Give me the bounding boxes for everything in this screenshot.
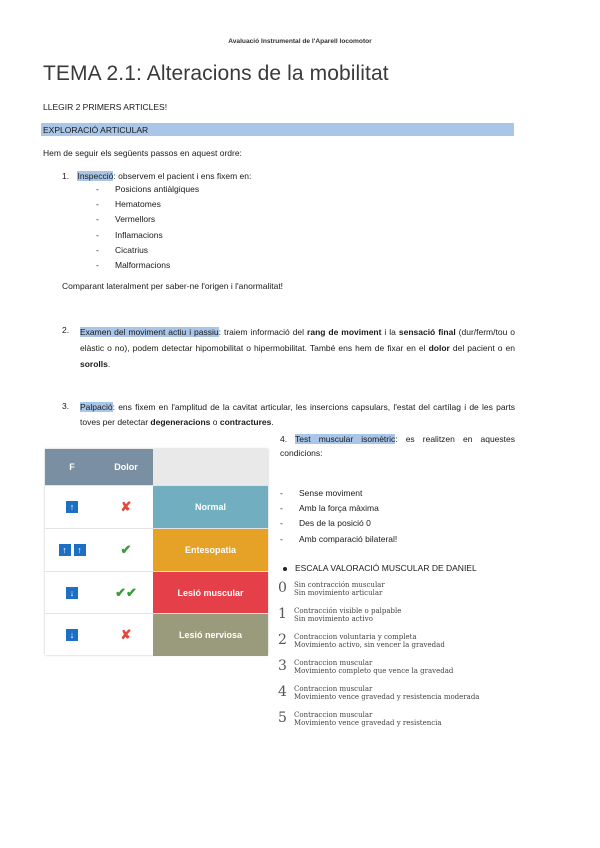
double-check-icon: ✔✔ [115, 585, 137, 600]
step-1-note: Comparant lateralment per saber-ne l'origen i l'anormalitat! [62, 281, 284, 291]
table-row [45, 613, 268, 656]
arrow-up-icon: ↑ [74, 544, 86, 556]
list-item: - Sense moviment [299, 488, 397, 503]
list-item: - Hematomes [115, 199, 199, 214]
header-empty [153, 449, 268, 485]
cross-icon: ✘ [120, 627, 132, 642]
arrow-up-icon: ↑ [59, 544, 71, 556]
scale-title: ESCALA VALORACIÓ MUSCULAR DE DANIEL [283, 562, 477, 574]
table-row [45, 485, 268, 528]
step-4: 4. Test muscular isomètric: es realitzen en aquestes condicions: [280, 434, 515, 458]
arrow-down-icon: ↓ [66, 629, 78, 641]
section-heading: EXPLORACIÓ ARTICULAR [41, 123, 514, 136]
header-dolor: Dolor [99, 449, 153, 485]
inspection-list [115, 184, 199, 275]
row-label: Lesió muscular [153, 572, 268, 614]
list-item: - Amb la força màxima [299, 503, 397, 518]
isometric-list [299, 488, 397, 549]
list-item: - Cicatrius [115, 245, 199, 260]
row-label: Entesopatia [153, 529, 268, 571]
list-item: - Inflamacions [115, 230, 199, 245]
row-label: Normal [153, 486, 268, 528]
header-f: F [45, 449, 99, 485]
force-pain-table [45, 449, 268, 655]
page-title: TEMA 2.1: Alteracions de la mobilitat [43, 62, 389, 85]
page-header: Avaluació Instrumental de l'Aparell locomotor [228, 38, 372, 45]
step-2-label: Examen del moviment actiu i passiu [80, 327, 219, 337]
list-item: - Vermellors [115, 214, 199, 229]
intro-text: Hem de seguir els següents passos en aquest ordre: [43, 148, 242, 158]
table-row [45, 571, 268, 614]
list-item: - Des de la posició 0 [299, 518, 397, 533]
step-1-label: Inspecció [77, 171, 114, 181]
check-icon: ✔ [120, 542, 132, 557]
arrow-up-icon: ↑ [66, 501, 78, 513]
step-1: 1. Inspecció: observem el pacient i ens fixem en: [62, 171, 252, 181]
table-row [45, 528, 268, 571]
step-3-label: Palpació [80, 402, 113, 412]
step-3: Palpació: ens fixem en l'amplitud de la cavitat articular, les insercions capsulars, l'estat del cartílag i de les parts toves per detectar degeneracions o contractures. [80, 402, 515, 427]
daniel-scale: 0 Sin contracción muscular Sin movimiento articular 1 Contracción visible o palpable Sin movimiento activo 2 Contraccion voluntaria y completa Movimiento activo, sin vencer la gravedad 3 Contraccion muscular Movimiento completo que vence la gravedad 4 Contraccion muscular Movimiento vence gravedad y resistencia moderada 5 Contraccion muscular Movimiento vence gravedad y resistencia [278, 580, 480, 727]
step-2: Examen del moviment actiu i passiu: traiem informació del rang de moviment i la sensació final (dur/ferm/tou o elàstic o no), podem detectar hipomobilitat o hipermobilitat. També ens hem de fixar en el dolor del pacient o en sorolls. [80, 327, 516, 369]
row-label: Lesió nerviosa [153, 614, 268, 656]
bullet-icon [283, 567, 287, 571]
list-item: - Amb comparació bilateral! [299, 534, 397, 549]
list-item: - Malformacions [115, 260, 199, 275]
list-item: - Posicions antiàlgiques [115, 184, 199, 199]
arrow-down-icon: ↓ [66, 587, 78, 599]
subtitle: LLEGIR 2 PRIMERS ARTICLES! [43, 102, 168, 112]
step-3-num: 3. [62, 401, 70, 411]
step-4-label: Test muscular isomètric [295, 434, 396, 444]
cross-icon: ✘ [120, 499, 132, 514]
table-header [45, 449, 268, 485]
step-2-num: 2. [62, 325, 70, 335]
